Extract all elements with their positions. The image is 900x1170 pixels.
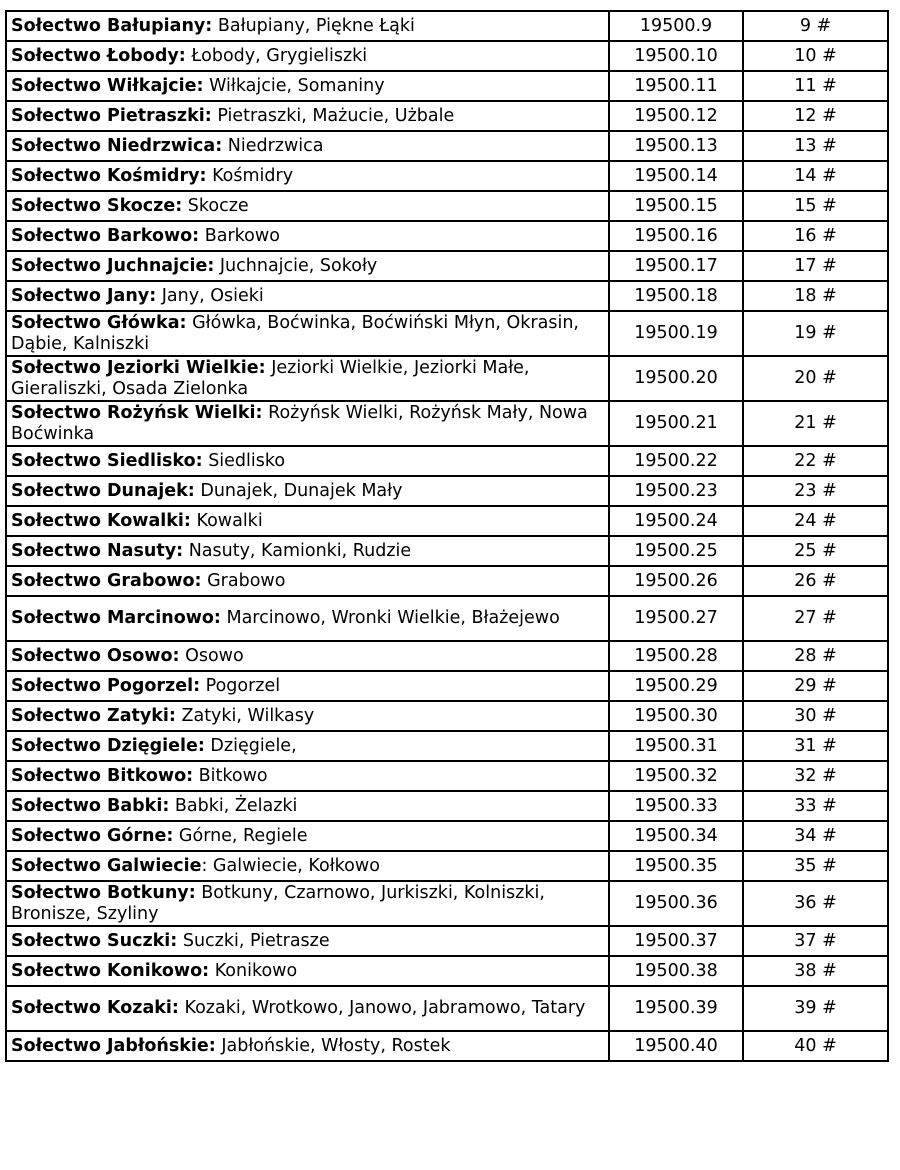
number-cell: 24 # bbox=[743, 506, 888, 536]
number-cell: 27 # bbox=[743, 596, 888, 641]
table-row bbox=[6, 446, 888, 476]
villages-list: Konikowo bbox=[209, 960, 298, 981]
number-cell: 39 # bbox=[743, 986, 888, 1031]
solectwo-cell bbox=[6, 476, 609, 506]
table-row bbox=[6, 821, 888, 851]
code-cell: 19500.28 bbox=[609, 641, 743, 671]
solectwo-cell bbox=[6, 641, 609, 671]
solectwo-name: Sołectwo Osowo: bbox=[11, 645, 180, 666]
solectwo-name: Sołectwo Konikowo: bbox=[11, 960, 210, 981]
solectwo-cell bbox=[6, 446, 609, 476]
solectwo-name: Sołectwo Suczki: bbox=[11, 930, 178, 951]
villages-list: Botkuny, Czarnowo, Jurkiszki, Kolniszki, Bronisze, Szyliny bbox=[11, 882, 545, 924]
solectwo-name: Sołectwo Galwiecie bbox=[11, 855, 202, 876]
villages-list: Bałupiany, Piękne Łąki bbox=[212, 15, 415, 36]
solectwo-cell bbox=[6, 401, 609, 446]
table-row bbox=[6, 281, 888, 311]
code-cell: 19500.37 bbox=[609, 926, 743, 956]
number-cell: 15 # bbox=[743, 191, 888, 221]
code-cell: 19500.9 bbox=[609, 11, 743, 41]
villages-list: Barkowo bbox=[199, 225, 280, 246]
code-cell: 19500.36 bbox=[609, 881, 743, 926]
solectwo-cell bbox=[6, 926, 609, 956]
code-cell: 19500.17 bbox=[609, 251, 743, 281]
solectwo-cell bbox=[6, 956, 609, 986]
number-cell: 28 # bbox=[743, 641, 888, 671]
code-cell: 19500.15 bbox=[609, 191, 743, 221]
villages-list: Górne, Regiele bbox=[173, 825, 308, 846]
solectwo-cell bbox=[6, 71, 609, 101]
table-row bbox=[6, 476, 888, 506]
table-body bbox=[6, 11, 888, 1061]
solectwo-name: Sołectwo Jabłońskie: bbox=[11, 1035, 216, 1056]
table-row bbox=[6, 761, 888, 791]
solectwo-name: Sołectwo Pogorzel: bbox=[11, 675, 201, 696]
number-cell: 22 # bbox=[743, 446, 888, 476]
solectwo-name: Sołectwo Zatyki: bbox=[11, 705, 176, 726]
villages-list: : Galwiecie, Kołkowo bbox=[201, 855, 380, 876]
solectwo-cell bbox=[6, 191, 609, 221]
number-cell: 9 # bbox=[743, 11, 888, 41]
villages-list: Kozaki, Wrotkowo, Janowo, Jabramowo, Tatary bbox=[178, 998, 586, 1018]
table-row bbox=[6, 926, 888, 956]
code-cell: 19500.34 bbox=[609, 821, 743, 851]
number-cell: 18 # bbox=[743, 281, 888, 311]
code-cell: 19500.30 bbox=[609, 701, 743, 731]
solectwo-cell bbox=[6, 1031, 609, 1061]
solectwo-cell bbox=[6, 986, 609, 1031]
solectwo-name: Sołectwo Siedlisko: bbox=[11, 450, 203, 471]
solectwo-cell bbox=[6, 41, 609, 71]
solectwo-name: Sołectwo Skocze: bbox=[11, 195, 183, 216]
villages-list: Nasuty, Kamionki, Rudzie bbox=[183, 540, 412, 561]
solectwo-name: Sołectwo Botkuny: bbox=[11, 882, 196, 903]
solectwo-cell bbox=[6, 671, 609, 701]
table-row bbox=[6, 101, 888, 131]
table-row bbox=[6, 701, 888, 731]
solectwo-cell bbox=[6, 761, 609, 791]
code-cell: 19500.31 bbox=[609, 731, 743, 761]
villages-list: Niedrzwica bbox=[222, 135, 324, 156]
table-row bbox=[6, 71, 888, 101]
code-cell: 19500.27 bbox=[609, 596, 743, 641]
solectwo-cell bbox=[6, 281, 609, 311]
villages-list: Wiłkajcie, Somaniny bbox=[203, 75, 385, 96]
solectwo-cell bbox=[6, 161, 609, 191]
solectwo-cell bbox=[6, 881, 609, 926]
code-cell: 19500.29 bbox=[609, 671, 743, 701]
code-cell: 19500.18 bbox=[609, 281, 743, 311]
solectwo-name: Sołectwo Jany: bbox=[11, 285, 157, 306]
villages-list: Łobody, Grygieliszki bbox=[185, 45, 368, 66]
villages-list: Juchnajcie, Sokoły bbox=[214, 255, 378, 276]
solectwo-name: Sołectwo Dzięgiele: bbox=[11, 735, 205, 756]
number-cell: 31 # bbox=[743, 731, 888, 761]
code-cell: 19500.12 bbox=[609, 101, 743, 131]
solectwo-name: Sołectwo Juchnajcie: bbox=[11, 255, 215, 276]
solectwo-name: Sołectwo Rożyńsk Wielki: bbox=[11, 402, 263, 423]
villages-list: Osowo bbox=[179, 645, 244, 666]
number-cell: 36 # bbox=[743, 881, 888, 926]
code-cell: 19500.11 bbox=[609, 71, 743, 101]
number-cell: 29 # bbox=[743, 671, 888, 701]
code-cell: 19500.22 bbox=[609, 446, 743, 476]
villages-list: Dzięgiele, bbox=[204, 735, 297, 756]
solectwo-cell bbox=[6, 731, 609, 761]
table-row bbox=[6, 566, 888, 596]
solectwa-table bbox=[5, 10, 889, 1062]
table-row bbox=[6, 356, 888, 401]
table-row bbox=[6, 131, 888, 161]
number-cell: 17 # bbox=[743, 251, 888, 281]
table-row bbox=[6, 881, 888, 926]
solectwo-name: Sołectwo Niedrzwica: bbox=[11, 135, 223, 156]
number-cell: 14 # bbox=[743, 161, 888, 191]
table-row bbox=[6, 401, 888, 446]
table-row bbox=[6, 596, 888, 641]
number-cell: 26 # bbox=[743, 566, 888, 596]
code-cell: 19500.20 bbox=[609, 356, 743, 401]
villages-list: Jabłońskie, Włosty, Rostek bbox=[215, 1035, 451, 1056]
solectwo-name: Sołectwo Pietraszki: bbox=[11, 105, 212, 126]
table-row bbox=[6, 161, 888, 191]
villages-list: Siedlisko bbox=[202, 450, 286, 471]
solectwo-cell bbox=[6, 566, 609, 596]
table-row bbox=[6, 191, 888, 221]
number-cell: 25 # bbox=[743, 536, 888, 566]
number-cell: 35 # bbox=[743, 851, 888, 881]
code-cell: 19500.23 bbox=[609, 476, 743, 506]
villages-list: Kowalki bbox=[190, 510, 263, 531]
solectwo-cell bbox=[6, 101, 609, 131]
solectwo-cell bbox=[6, 11, 609, 41]
solectwo-cell bbox=[6, 251, 609, 281]
number-cell: 40 # bbox=[743, 1031, 888, 1061]
number-cell: 13 # bbox=[743, 131, 888, 161]
number-cell: 38 # bbox=[743, 956, 888, 986]
code-cell: 19500.16 bbox=[609, 221, 743, 251]
table-row bbox=[6, 41, 888, 71]
villages-list: Pietraszki, Mażucie, Użbale bbox=[211, 105, 455, 126]
code-cell: 19500.32 bbox=[609, 761, 743, 791]
number-cell: 32 # bbox=[743, 761, 888, 791]
number-cell: 10 # bbox=[743, 41, 888, 71]
villages-list: Marcinowo, Wronki Wielkie, Błażejewo bbox=[220, 608, 560, 628]
number-cell: 16 # bbox=[743, 221, 888, 251]
villages-list: Rożyńsk Wielki, Rożyńsk Mały, Nowa Boćwinka bbox=[11, 402, 588, 444]
code-cell: 19500.35 bbox=[609, 851, 743, 881]
solectwo-cell bbox=[6, 356, 609, 401]
villages-list: Dunajek, Dunajek Mały bbox=[194, 480, 403, 501]
table-row bbox=[6, 221, 888, 251]
table-row bbox=[6, 791, 888, 821]
solectwo-cell bbox=[6, 701, 609, 731]
solectwo-name: Sołectwo Jeziorki Wielkie: bbox=[11, 357, 266, 378]
number-cell: 21 # bbox=[743, 401, 888, 446]
code-cell: 19500.10 bbox=[609, 41, 743, 71]
code-cell: 19500.26 bbox=[609, 566, 743, 596]
solectwo-name: Sołectwo Bałupiany: bbox=[11, 15, 213, 36]
villages-list: Skocze bbox=[182, 195, 249, 216]
solectwo-cell bbox=[6, 311, 609, 356]
code-cell: 19500.40 bbox=[609, 1031, 743, 1061]
solectwo-name: Sołectwo Wiłkajcie: bbox=[11, 75, 204, 96]
villages-list: Kośmidry bbox=[206, 165, 294, 186]
solectwo-name: Sołectwo Górne: bbox=[11, 825, 174, 846]
number-cell: 30 # bbox=[743, 701, 888, 731]
villages-list: Jany, Osieki bbox=[156, 285, 264, 306]
number-cell: 23 # bbox=[743, 476, 888, 506]
villages-list: Grabowo bbox=[201, 570, 286, 591]
number-cell: 11 # bbox=[743, 71, 888, 101]
table-row bbox=[6, 851, 888, 881]
solectwo-name: Sołectwo Grabowo: bbox=[11, 570, 202, 591]
solectwo-cell bbox=[6, 221, 609, 251]
code-cell: 19500.38 bbox=[609, 956, 743, 986]
code-cell: 19500.39 bbox=[609, 986, 743, 1031]
table-row bbox=[6, 1031, 888, 1061]
solectwo-name: Sołectwo Kowalki: bbox=[11, 510, 191, 531]
solectwo-cell bbox=[6, 131, 609, 161]
number-cell: 20 # bbox=[743, 356, 888, 401]
villages-list: Suczki, Pietrasze bbox=[177, 930, 330, 951]
solectwo-cell bbox=[6, 821, 609, 851]
solectwo-name: Sołectwo Kozaki: bbox=[11, 998, 179, 1018]
solectwo-name: Sołectwo Łobody: bbox=[11, 45, 186, 66]
table-row bbox=[6, 506, 888, 536]
number-cell: 34 # bbox=[743, 821, 888, 851]
villages-list: Pogorzel bbox=[200, 675, 281, 696]
table-row bbox=[6, 956, 888, 986]
number-cell: 12 # bbox=[743, 101, 888, 131]
solectwo-cell bbox=[6, 791, 609, 821]
table-row bbox=[6, 641, 888, 671]
solectwo-name: Sołectwo Kośmidry: bbox=[11, 165, 207, 186]
number-cell: 33 # bbox=[743, 791, 888, 821]
solectwo-cell bbox=[6, 506, 609, 536]
solectwo-name: Sołectwo Babki: bbox=[11, 795, 170, 816]
code-cell: 19500.13 bbox=[609, 131, 743, 161]
villages-list: Zatyki, Wilkasy bbox=[175, 705, 315, 726]
code-cell: 19500.19 bbox=[609, 311, 743, 356]
villages-list: Bitkowo bbox=[193, 765, 268, 786]
solectwo-cell bbox=[6, 851, 609, 881]
table-row bbox=[6, 536, 888, 566]
solectwo-name: Sołectwo Marcinowo: bbox=[11, 608, 221, 628]
table-row bbox=[6, 11, 888, 41]
code-cell: 19500.14 bbox=[609, 161, 743, 191]
villages-list: Babki, Żelazki bbox=[169, 795, 298, 816]
solectwo-name: Sołectwo Bitkowo: bbox=[11, 765, 194, 786]
table-row bbox=[6, 311, 888, 356]
villages-list: Główka, Boćwinka, Boćwiński Młyn, Okrasin, Dąbie, Kalniszki bbox=[11, 312, 579, 354]
code-cell: 19500.25 bbox=[609, 536, 743, 566]
number-cell: 19 # bbox=[743, 311, 888, 356]
table-row bbox=[6, 986, 888, 1031]
table-row bbox=[6, 671, 888, 701]
code-cell: 19500.33 bbox=[609, 791, 743, 821]
code-cell: 19500.21 bbox=[609, 401, 743, 446]
solectwo-cell bbox=[6, 596, 609, 641]
table-row bbox=[6, 251, 888, 281]
solectwo-name: Sołectwo Barkowo: bbox=[11, 225, 200, 246]
number-cell: 37 # bbox=[743, 926, 888, 956]
code-cell: 19500.24 bbox=[609, 506, 743, 536]
solectwo-name: Sołectwo Główka: bbox=[11, 312, 187, 333]
solectwo-name: Sołectwo Dunajek: bbox=[11, 480, 195, 501]
solectwo-cell bbox=[6, 536, 609, 566]
villages-list: Jeziorki Wielkie, Jeziorki Małe, Gieraliszki, Osada Zielonka bbox=[11, 357, 530, 399]
table-row bbox=[6, 731, 888, 761]
solectwo-name: Sołectwo Nasuty: bbox=[11, 540, 184, 561]
